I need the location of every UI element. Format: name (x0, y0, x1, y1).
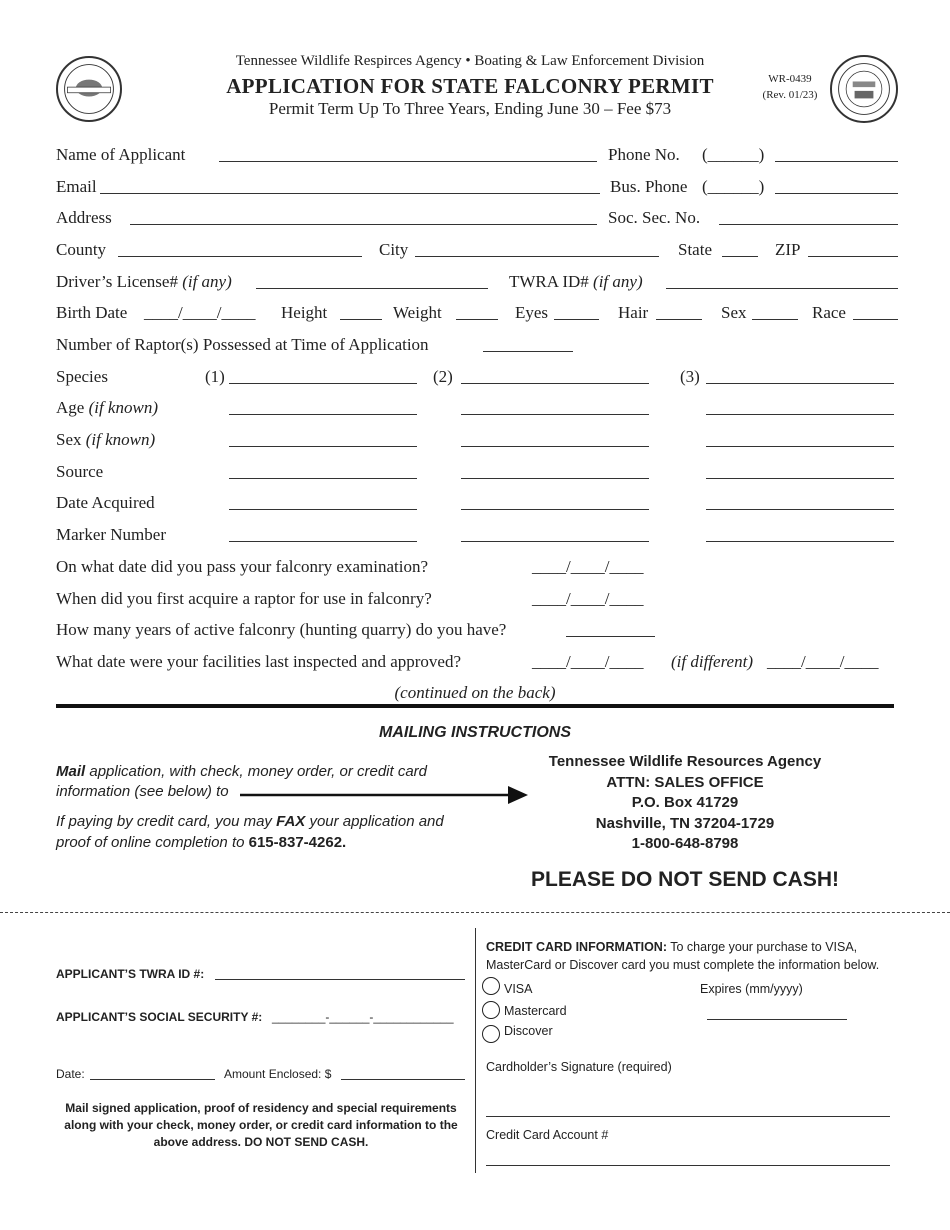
bus-phone-area-code[interactable]: (______) (702, 177, 765, 196)
stub-amount-label: Amount Enclosed: $ (224, 1067, 332, 1081)
fax-text-1b: your application and (305, 813, 444, 830)
raptor-field-row4-col1[interactable] (229, 478, 417, 479)
address-line-city: Nashville, TN 37204-1729 (595, 814, 775, 832)
drivers-license-label (56, 272, 232, 292)
mail-text-2: information (see below) to (56, 783, 229, 800)
raptor-field-row3-col2[interactable] (461, 446, 649, 447)
raptor-field-row3-col3[interactable] (706, 446, 894, 447)
facility-inspection-date-field[interactable]: ____/____/____ (532, 652, 644, 671)
raptor-row-date-acquired (56, 493, 155, 513)
raptor-row-marker-number (56, 525, 166, 545)
form-subtitle: Permit Term Up To Three Years, Ending June 30 – Fee $73 (268, 99, 672, 118)
drivers-license-text: Driver’s License# (56, 272, 178, 291)
fax-instructions (56, 811, 496, 853)
facility-inspection-question: What date were your facilities last inspected and approved? (56, 652, 461, 671)
visa-radio[interactable] (482, 977, 500, 995)
years-active-question: How many years of active falconry (hunting quarry) do you have? (56, 620, 507, 639)
raptor-row-source (56, 462, 103, 482)
height-label: Height (281, 303, 328, 322)
raptor-field-row4-col3[interactable] (706, 478, 894, 479)
fax-text-1a: If paying by credit card, you may (56, 813, 277, 830)
phone-field[interactable] (775, 161, 898, 162)
section-divider (56, 704, 894, 708)
name-field[interactable] (219, 161, 597, 162)
address-line-pobox: P.O. Box 41729 (631, 794, 739, 811)
sex-field[interactable] (752, 319, 798, 320)
raptor-field-row1-col1[interactable] (229, 383, 417, 384)
exam-date-field[interactable]: ____/____/____ (532, 557, 644, 576)
fax-number: 615-837-4262. (248, 834, 347, 851)
state-label: State (678, 240, 712, 259)
continued-note: (continued on the back) (394, 683, 556, 702)
sex-label: Sex (721, 303, 747, 322)
account-label: Credit Card Account # (486, 1128, 609, 1142)
raptor-row-species (56, 367, 108, 387)
fax-word: FAX (276, 813, 306, 830)
zip-field[interactable] (808, 256, 898, 257)
birth-date-field[interactable]: ____/____/____ (144, 303, 256, 322)
bus-phone-label: Bus. Phone (610, 177, 688, 196)
phone-label: Phone No. (608, 145, 680, 164)
raptor-row-note: (if known) (88, 398, 158, 417)
exam-date-question: On what date did you pass your falconry examination? (56, 557, 429, 576)
mail-word: Mail (56, 763, 86, 780)
city-label: City (379, 240, 409, 259)
raptor-field-row6-col3[interactable] (706, 541, 894, 542)
form-number: WR-0439 (768, 73, 812, 85)
bus-phone-field[interactable] (775, 193, 898, 194)
ssn-field[interactable] (719, 224, 898, 225)
account-field[interactable] (486, 1165, 890, 1166)
raptor-field-row1-col3[interactable] (706, 383, 894, 384)
agency-line: Tennessee Wildlife Respirces Agency • Boating & Law Enforcement Division (235, 53, 705, 69)
form-title: APPLICATION FOR STATE FALCONRY PERMIT (226, 74, 714, 98)
raptor-row-age (56, 398, 158, 418)
raptor-col-3-label: (3) (680, 367, 700, 386)
expires-field[interactable] (707, 1019, 847, 1020)
facility-inspection-alt-date-field[interactable]: ____/____/____ (767, 652, 879, 671)
stub-twra-id-field[interactable] (215, 979, 465, 980)
raptor-row-sex (56, 430, 155, 450)
mastercard-label: Mastercard (504, 1004, 567, 1018)
years-active-field[interactable] (566, 636, 655, 637)
arrow-icon (240, 784, 530, 806)
no-cash-warning: PLEASE DO NOT SEND CASH! (530, 868, 840, 891)
raptor-col-2-label: (2) (433, 367, 453, 386)
signature-label: Cardholder’s Signature (required) (486, 1060, 672, 1074)
raptor-field-row2-col2[interactable] (461, 414, 649, 415)
signature-field[interactable] (486, 1116, 890, 1117)
mastercard-radio[interactable] (482, 1001, 500, 1019)
city-field[interactable] (415, 256, 659, 257)
stub-mail-note: Mail signed application, proof of residency and special requirements along with your check, money order, or credit card information to the above address. DO NOT SEND CASH. (64, 1101, 458, 1149)
raptor-field-row5-col3[interactable] (706, 509, 894, 510)
cc-info (486, 938, 896, 974)
raptor-row-label: Date Acquired (56, 493, 155, 512)
weight-label: Weight (393, 303, 442, 322)
address-line-phone: 1-800-648-8798 (631, 835, 739, 852)
if-different-note: (if different) (671, 652, 753, 671)
twra-id-field[interactable] (666, 288, 898, 289)
twra-id-label (509, 272, 643, 292)
twra-id-text: TWRA ID# (509, 272, 589, 291)
cc-intro: To charge your purchase to VISA, MasterCard or Discover card you must complete the information below. (486, 940, 880, 972)
eyes-label: Eyes (515, 303, 549, 322)
race-label: Race (812, 303, 846, 322)
raptor-field-row2-col1[interactable] (229, 414, 417, 415)
state-field[interactable] (722, 256, 758, 257)
raptor-row-label: Sex (56, 430, 82, 449)
cut-line (0, 912, 950, 913)
county-label: County (56, 240, 107, 259)
hair-label: Hair (618, 303, 649, 322)
raptor-field-row1-col2[interactable] (461, 383, 649, 384)
eyes-field[interactable] (554, 319, 599, 320)
first-raptor-question: When did you first acquire a raptor for use in falconry? (56, 589, 432, 608)
raptor-field-row5-col1[interactable] (229, 509, 417, 510)
discover-label: Discover (504, 1024, 553, 1038)
raptor-field-row4-col2[interactable] (461, 478, 649, 479)
form-revision: (Rev. 01/23) (762, 89, 818, 101)
mailing-heading: MAILING INSTRUCTIONS (379, 724, 571, 741)
address-line-attn: ATTN: SALES OFFICE (606, 773, 764, 791)
visa-label: VISA (504, 982, 533, 996)
address-label: Address (56, 208, 112, 227)
mailing-address (530, 752, 840, 855)
raptor-row-label: Source (56, 462, 104, 481)
race-field[interactable] (853, 319, 898, 320)
county-field[interactable] (118, 256, 362, 257)
hair-field[interactable] (656, 319, 702, 320)
raptor-row-label: Species (56, 367, 108, 386)
name-label: Name of Applicant (56, 145, 186, 164)
discover-radio[interactable] (482, 1025, 500, 1043)
height-field[interactable] (340, 319, 382, 320)
ssn-label: Soc. Sec. No. (608, 208, 701, 227)
fax-text-2a: proof of online completion to (56, 834, 249, 851)
birth-date-label: Birth Date (56, 303, 128, 322)
drivers-license-note: (if any) (182, 272, 232, 291)
twra-id-note: (if any) (593, 272, 643, 291)
mail-text-1: application, with check, money order, or credit card (85, 763, 428, 780)
raptor-field-row5-col2[interactable] (461, 509, 649, 510)
email-field[interactable] (100, 193, 600, 194)
raptor-count-label: Number of Raptor(s) Possessed at Time of Application (56, 335, 429, 354)
phone-area-code[interactable]: (______) (702, 145, 765, 164)
raptor-field-row3-col1[interactable] (229, 446, 417, 447)
stub-divider (475, 928, 476, 1173)
left-agency-seal (56, 56, 122, 122)
zip-label: ZIP (775, 240, 801, 259)
raptor-field-row6-col1[interactable] (229, 541, 417, 542)
weight-field[interactable] (456, 319, 498, 320)
stub-ssn-field[interactable]: ________-______-____________ (272, 1010, 454, 1024)
raptor-col-1-label: (1) (205, 367, 225, 386)
raptor-row-label: Marker Number (56, 525, 166, 544)
stub-twra-id-label: APPLICANT’S TWRA ID #: (56, 967, 205, 981)
stub-amount-field[interactable] (341, 1079, 465, 1080)
raptor-row-label: Age (56, 398, 85, 417)
stub-date-field[interactable] (90, 1079, 215, 1080)
raptor-count-field[interactable] (483, 351, 573, 352)
expires-label: Expires (mm/yyyy) (700, 982, 803, 996)
raptor-field-row2-col3[interactable] (706, 414, 894, 415)
first-raptor-date-field[interactable]: ____/____/____ (532, 589, 644, 608)
cc-heading: CREDIT CARD INFORMATION: (486, 940, 667, 954)
address-line-agency: Tennessee Wildlife Resources Agency (548, 753, 822, 770)
stub-ssn-label: APPLICANT’S SOCIAL SECURITY #: (56, 1010, 263, 1024)
address-field[interactable] (130, 224, 597, 225)
raptor-row-note: (if known) (85, 430, 156, 449)
stub-date-label: Date: (56, 1067, 85, 1081)
email-label: Email (56, 177, 97, 196)
right-state-seal (830, 55, 898, 123)
raptor-field-row6-col2[interactable] (461, 541, 649, 542)
drivers-license-field[interactable] (256, 288, 488, 289)
